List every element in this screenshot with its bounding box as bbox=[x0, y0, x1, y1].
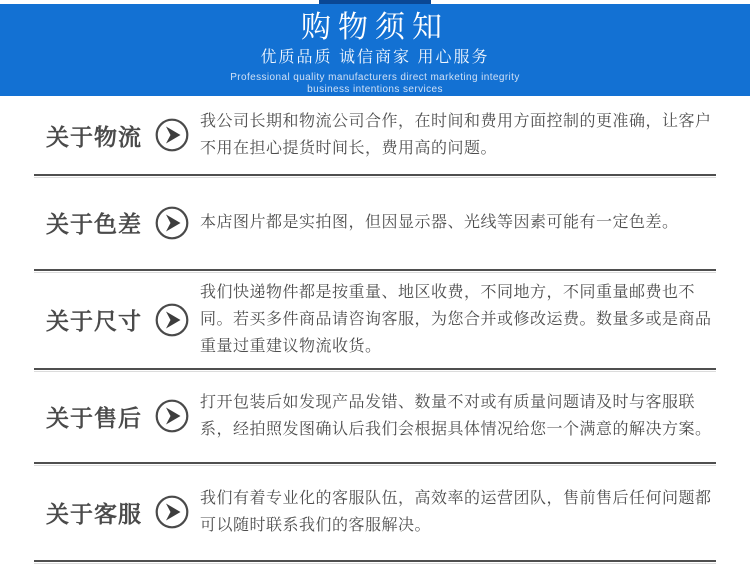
section-customer-service-label: 关于客服 bbox=[46, 500, 142, 527]
header-tagline-line1: Professional quality manufacturers direct marketing integrity bbox=[230, 72, 520, 83]
section-after-sales bbox=[0, 370, 750, 462]
header-tagline bbox=[0, 72, 750, 96]
header-tagline-line2: business intentions services bbox=[307, 84, 443, 95]
section-color-difference-label: 关于色差 bbox=[46, 211, 142, 237]
section-color-difference bbox=[0, 176, 750, 269]
section-size-shipping bbox=[0, 271, 750, 368]
section-after-sales-text: 打开包装后如发现产品发错、数量不对或有质量问题请及时与客服联系，经拍照发图确认后我们会根据具体情况给您一个满意的解决方案。 bbox=[200, 394, 712, 438]
section-logistics bbox=[0, 96, 750, 174]
section-divider bbox=[34, 368, 716, 370]
section-divider bbox=[34, 174, 716, 176]
section-size-shipping-label: 关于尺寸 bbox=[46, 308, 142, 334]
header-banner bbox=[0, 4, 750, 96]
circled-right-arrow-icon bbox=[154, 205, 190, 241]
section-customer-service-text: 我们有着专业化的客服队伍，高效率的运营团队，售前售后任何问题都可以随时联系我们的客服解决。 bbox=[200, 490, 712, 534]
section-divider bbox=[34, 560, 716, 562]
page-title: 购物须知 bbox=[301, 11, 449, 44]
section-divider bbox=[34, 462, 716, 464]
circled-right-arrow-icon bbox=[154, 494, 190, 530]
top-tab-decoration bbox=[319, 0, 431, 4]
notice-list bbox=[0, 96, 750, 562]
section-customer-service bbox=[0, 464, 750, 560]
circled-right-arrow-icon bbox=[154, 398, 190, 434]
section-logistics-label: 关于物流 bbox=[46, 123, 142, 150]
header-subtitle: 优质品质 诚信商家 用心服务 bbox=[260, 49, 490, 66]
circled-right-arrow-icon bbox=[154, 302, 190, 338]
section-logistics-text: 我公司长期和物流公司合作，在时间和费用方面控制的更准确，让客户不用在担心提货时间长，费用高的问题。 bbox=[200, 113, 712, 157]
section-size-shipping-text: 我们快递物件都是按重量、地区收费，不同地方，不同重量邮费也不同。若买多件商品请咨询客服，为您合并或修改运费。数量多或是商品重量过重建议物流收货。 bbox=[200, 284, 712, 355]
section-color-difference-text: 本店图片都是实拍图，但因显示器、光线等因素可能有一定色差。 bbox=[200, 214, 679, 231]
section-after-sales-label: 关于售后 bbox=[46, 404, 142, 431]
section-divider bbox=[34, 269, 716, 271]
circled-right-arrow-icon bbox=[154, 117, 190, 153]
